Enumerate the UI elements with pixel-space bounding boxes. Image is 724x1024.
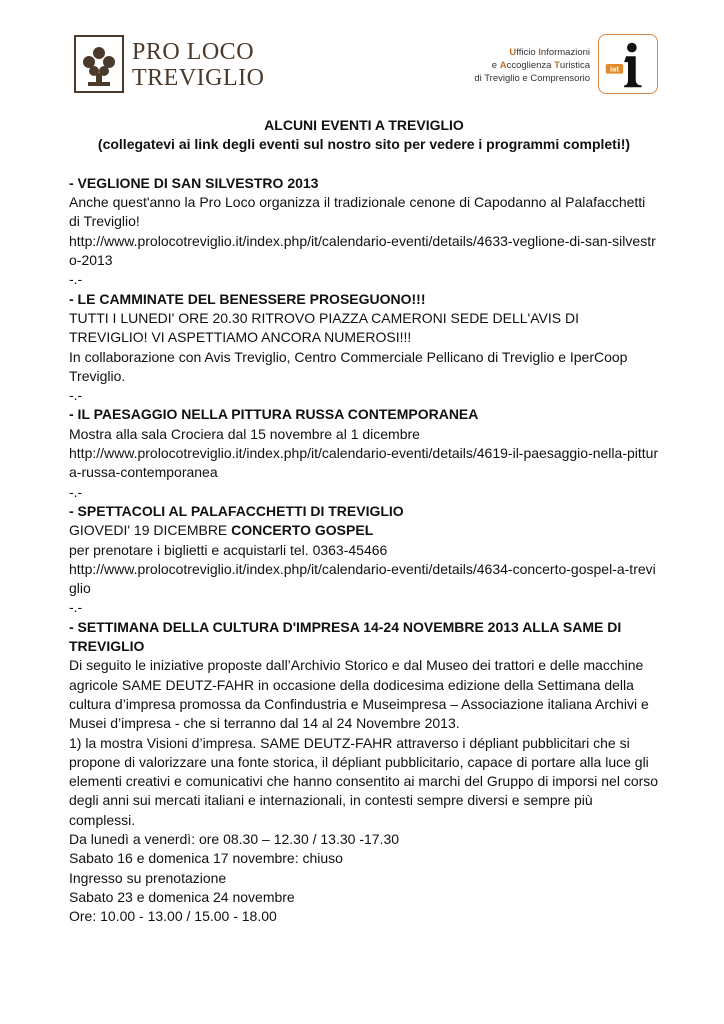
pro-loco-emblem-icon — [74, 35, 124, 93]
pro-loco-logo — [74, 35, 294, 95]
iat-logo — [472, 34, 658, 98]
iat-line-2: e Accoglienza Turistica — [491, 60, 590, 71]
event-heading: - SETTIMANA DELLA CULTURA D'IMPRESA 14-24 NOVEMBRE 2013 ALLA SAME DI TREVIGLIO — [69, 618, 622, 655]
event-text: Mostra alla sala Crociera dal 15 novembre al 1 dicembre — [69, 425, 420, 442]
event-text: per prenotare i biglietti e acquistarli tel. 0363-45466 — [69, 541, 388, 558]
schedule-line: Ingresso su prenotazione — [69, 869, 227, 886]
schedule-line: Ore: 10.00 - 13.00 / 15.00 - 18.00 — [69, 908, 277, 925]
iat-line-3: di Treviglio e Comprensorio — [474, 73, 590, 84]
event-heading: - IL PAESAGGIO NELLA PITTURA RUSSA CONTEMPORANEA — [69, 406, 479, 423]
schedule-line: Sabato 16 e domenica 17 novembre: chiuso — [69, 850, 343, 867]
event-date: GIOVEDI' 19 DICEMBRE — [69, 522, 232, 539]
event-text: Di seguito le iniziative proposte dall’Archivio Storico e dal Museo dei trattori e delle macchine agricole SAME DEUTZ-FAHR in occasione della dodicesima edizione della Settimana della cultura d’impresa promossa da Confindustria e Museimpresa – Associazione italiana Archivi e Musei d’impresa - che si terranno dal 14 al 24 Novembre 2013. — [69, 657, 649, 732]
document-body — [69, 116, 659, 926]
event-heading: - SPETTACOLI AL PALAFACCHETTI DI TREVIGLIO — [69, 502, 404, 519]
info-i-icon — [598, 34, 658, 94]
event-link[interactable]: http://www.prolocotreviglio.it/index.php/it/calendario-eventi/details/4619-il-paesaggio-nella-pittura-russa-contemporanea — [69, 445, 659, 481]
event-heading: - VEGLIONE DI SAN SILVESTRO 2013 — [69, 174, 319, 191]
event-title: CONCERTO GOSPEL — [231, 522, 374, 539]
logo-line-2: TREVIGLIO — [132, 65, 265, 91]
pro-loco-wordmark — [132, 39, 264, 91]
iat-line-1: Ufficio Informazioni — [509, 47, 590, 58]
document-title: ALCUNI EVENTI A TREVIGLIO — [264, 117, 464, 133]
separator: -.- — [69, 483, 83, 500]
schedule-line: Sabato 23 e domenica 24 novembre — [69, 888, 295, 905]
event-text: TUTTI I LUNEDI' ORE 20.30 RITROVO PIAZZA CAMERONI SEDE DELL'AVIS DI TREVIGLIO! VI ASPETTIAMO ANCORA NUMEROSI!!! — [69, 309, 579, 346]
page-header — [0, 0, 724, 110]
separator: -.- — [69, 599, 83, 616]
event-date-line — [69, 521, 659, 540]
separator: -.- — [69, 387, 83, 404]
schedule-line: Da lunedì a venerdì: ore 08.30 – 12.30 / 13.30 -17.30 — [69, 830, 400, 847]
document-subtitle: (collegatevi ai link degli eventi sul nostro sito per vedere i programmi completi!) — [97, 136, 631, 153]
iat-office-text — [474, 46, 590, 85]
event-text: Anche quest'anno la Pro Loco organizza il tradizionale cenone di Capodanno al Palafacchetti di Treviglio! — [69, 194, 646, 230]
event-text: In collaborazione con Avis Treviglio, Centro Commerciale Pellicano di Treviglio e IperCoop Treviglio. — [69, 348, 628, 384]
svg-text:iat: iat — [609, 64, 619, 74]
event-heading: - LE CAMMINATE DEL BENESSERE PROSEGUONO!!! — [69, 290, 426, 307]
event-link[interactable]: http://www.prolocotreviglio.it/index.php/it/calendario-eventi/details/4633-veglione-di-san-silvestro-2013 — [69, 232, 656, 269]
separator: -.- — [69, 271, 83, 288]
event-link[interactable]: http://www.prolocotreviglio.it/index.php/it/calendario-eventi/details/4634-concerto-gospel-a-treviglio — [69, 560, 656, 597]
logo-line-1: PRO LOCO — [132, 39, 255, 65]
event-text: 1) la mostra Visioni d’impresa. SAME DEUTZ-FAHR attraverso i dépliant pubblicitari che si propone di valorizzare una fonte storica, il dépliant pubblicitario, capace di portare alla luce gli elementi creativi e comunicativi che hanno consentito ai marchi del Gruppo di imporsi nel corso degli anni sui mercati italiani e internazionali, in contesti sempre diversi e sempre più complessi. — [69, 734, 659, 828]
